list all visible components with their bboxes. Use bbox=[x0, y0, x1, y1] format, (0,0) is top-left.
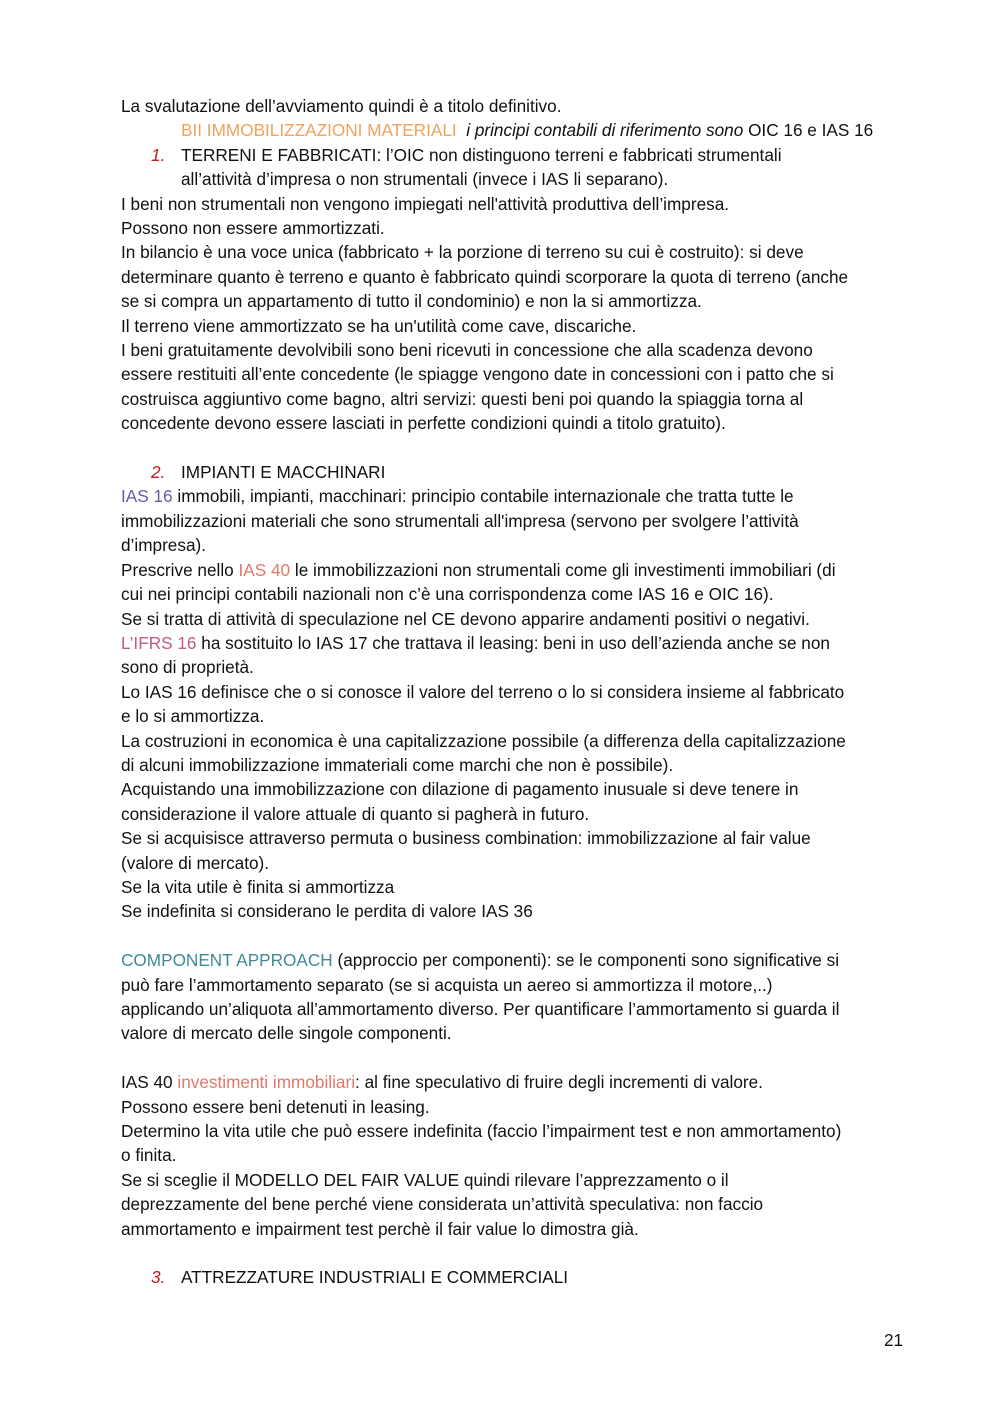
list-item-1 bbox=[121, 143, 941, 167]
highlight-ias40: IAS 40 bbox=[238, 559, 291, 580]
paragraph-line: Possono essere beni detenuti in leasing. bbox=[121, 1096, 430, 1117]
page-number: 21 bbox=[884, 1330, 904, 1350]
paragraph-line: determinare quanto è terreno e quanto è fabbricato quindi scorporare la quota di terreno (anche bbox=[121, 266, 849, 287]
paragraph-line: Il terreno viene ammortizzato se ha un'utilità come cave, discariche. bbox=[121, 315, 637, 336]
highlight-investimenti: investimenti immobiliari bbox=[177, 1072, 356, 1093]
document-body bbox=[121, 94, 941, 1290]
paragraph-line: Se si acquisisce attraverso permuta o business combination: immobilizzazione al fair value bbox=[121, 828, 811, 849]
paragraph-text: IAS 40 bbox=[121, 1072, 178, 1093]
blank-line bbox=[121, 924, 941, 948]
section-note-tail: OIC 16 e IAS 16 bbox=[748, 120, 874, 141]
paragraph-line bbox=[121, 1070, 941, 1094]
blank-line bbox=[121, 1046, 941, 1070]
paragraph-line: valore di mercato delle singole componenti. bbox=[121, 1023, 452, 1044]
paragraph-line: applicando un’aliquota all’ammortamento diverso. Per quantificare l’ammortamento si guarda il bbox=[121, 999, 840, 1019]
paragraph-line: di alcuni immobilizzazione immateriali come marchi che non è possibile). bbox=[121, 754, 674, 775]
paragraph-line: Acquistando una immobilizzazione con dilazione di pagamento inusuale si deve tenere in bbox=[121, 779, 799, 800]
list-number: 1. bbox=[151, 144, 166, 165]
paragraph-line: Se si tratta di attività di speculazione nel CE devono apparire andamenti positivi o negativi. bbox=[121, 608, 810, 629]
paragraph-line: d’impresa). bbox=[121, 535, 207, 556]
paragraph-line bbox=[121, 558, 941, 582]
paragraph-line: I beni non strumentali non vengono impiegati nell'attività produttiva dell’impresa. bbox=[121, 193, 730, 214]
paragraph-line: I beni gratuitamente devolvibili sono beni ricevuti in concessione che alla scadenza devono bbox=[121, 340, 813, 361]
paragraph-text: (approccio per componenti): se le componenti sono significative si bbox=[332, 950, 840, 971]
highlight-ifrs16: L’IFRS 16 bbox=[121, 632, 197, 653]
highlight-ias16: IAS 16 bbox=[121, 486, 173, 507]
paragraph-line: sono di proprietà. bbox=[121, 657, 254, 678]
paragraph-line: La costruzioni in economica è una capitalizzazione possibile (a differenza della capitalizzazione bbox=[121, 730, 846, 751]
paragraph-line: In bilancio è una voce unica (fabbricato + la porzione di terreno su cui è costruito): si deve bbox=[121, 242, 804, 263]
highlight-component-approach: COMPONENT APPROACH bbox=[121, 950, 333, 971]
list-number: 3. bbox=[151, 1267, 166, 1288]
list-item-text: ATTREZZATURE INDUSTRIALI E COMMERCIALI bbox=[181, 1267, 569, 1288]
paragraph-text: Prescrive nello bbox=[121, 559, 239, 580]
paragraph-text: ha sostituito lo IAS 17 che trattava il leasing: beni in uso dell’azienda anche se non bbox=[196, 632, 830, 653]
list-item-text: IMPIANTI E MACCHINARI bbox=[181, 462, 386, 483]
paragraph-line: concedente devono essere lasciati in perfette condizioni quindi a titolo gratuito). bbox=[121, 413, 726, 434]
paragraph-line: o finita. bbox=[121, 1145, 177, 1166]
paragraph-line: La svalutazione dell’avviamento quindi è a titolo definitivo. bbox=[121, 96, 562, 116]
list-number: 2. bbox=[151, 462, 166, 483]
list-item-2 bbox=[121, 460, 941, 484]
paragraph-line: Possono non essere ammortizzati. bbox=[121, 218, 385, 239]
paragraph-text: : al fine speculativo di fruire degli incrementi di valore. bbox=[355, 1072, 763, 1093]
paragraph-line: considerazione il valore attuale di quanto si pagherà in futuro. bbox=[121, 803, 590, 824]
paragraph-line: costruisca aggiuntivo come bagno, altri servizi: questi beni poi quando la spiaggia torna al bbox=[121, 388, 804, 409]
section-label: BII IMMOBILIZZAZIONI MATERIALI bbox=[181, 120, 457, 141]
paragraph-line: deprezzamente del bene perché viene considerata un’attività speculativa: non faccio bbox=[121, 1194, 764, 1215]
list-item-continuation: all’attività d’impresa o non strumentali (invece i IAS li separano). bbox=[181, 169, 669, 190]
paragraph-line bbox=[121, 948, 941, 972]
paragraph-text: immobili, impianti, macchinari: principio contabile internazionale che tratta tutte le bbox=[172, 486, 794, 507]
paragraph-line: immobilizzazioni materiali che sono strumentali all'impresa (servono per svolgere l’attività bbox=[121, 510, 799, 531]
paragraph-line: Se la vita utile è finita si ammortizza bbox=[121, 876, 395, 897]
paragraph-line: e lo si ammortizza. bbox=[121, 706, 265, 727]
paragraph-line bbox=[121, 484, 941, 508]
paragraph-line: Lo IAS 16 definisce che o si conosce il valore del terreno o lo si considera insieme al fabbricato bbox=[121, 681, 845, 702]
paragraph-line: Se si sceglie il MODELLO DEL FAIR VALUE quindi rilevare l’apprezzamento o il bbox=[121, 1169, 729, 1190]
blank-line bbox=[121, 436, 941, 460]
paragraph-line: cui nei principi contabili nazionali non c’è una corrispondenza come IAS 16 e OIC 16). bbox=[121, 584, 774, 605]
paragraph-line: se si compra un appartamento di tutto il condominio) e non la si ammortizza. bbox=[121, 291, 702, 312]
paragraph-line: (valore di mercato). bbox=[121, 852, 270, 873]
paragraph-line bbox=[121, 631, 941, 655]
section-heading-bii bbox=[121, 118, 941, 142]
paragraph-line: Se indefinita si considerano le perdita di valore IAS 36 bbox=[121, 901, 533, 922]
paragraph-line: ammortamento e impairment test perchè il fair value lo dimostra già. bbox=[121, 1218, 639, 1239]
section-note: i principi contabili di riferimento sono bbox=[466, 120, 744, 141]
list-item-text: TERRENI E FABBRICATI: l’OIC non distinguono terreni e fabbricati strumentali bbox=[181, 144, 782, 165]
list-item-3 bbox=[121, 1265, 941, 1289]
paragraph-text: le immobilizzazioni non strumentali come gli investimenti immobiliari (di bbox=[290, 559, 836, 580]
paragraph-line: può fare l’ammortamento separato (se si acquista un aereo si ammortizza il motore,..) bbox=[121, 974, 773, 995]
paragraph-line: Determino la vita utile che può essere indefinita (faccio l’impairment test e non ammortamento) bbox=[121, 1121, 842, 1142]
blank-line bbox=[121, 1241, 941, 1265]
paragraph-line: essere restituiti all’ente concedente (le spiagge vengono date in concessioni con i patto che si bbox=[121, 364, 834, 385]
